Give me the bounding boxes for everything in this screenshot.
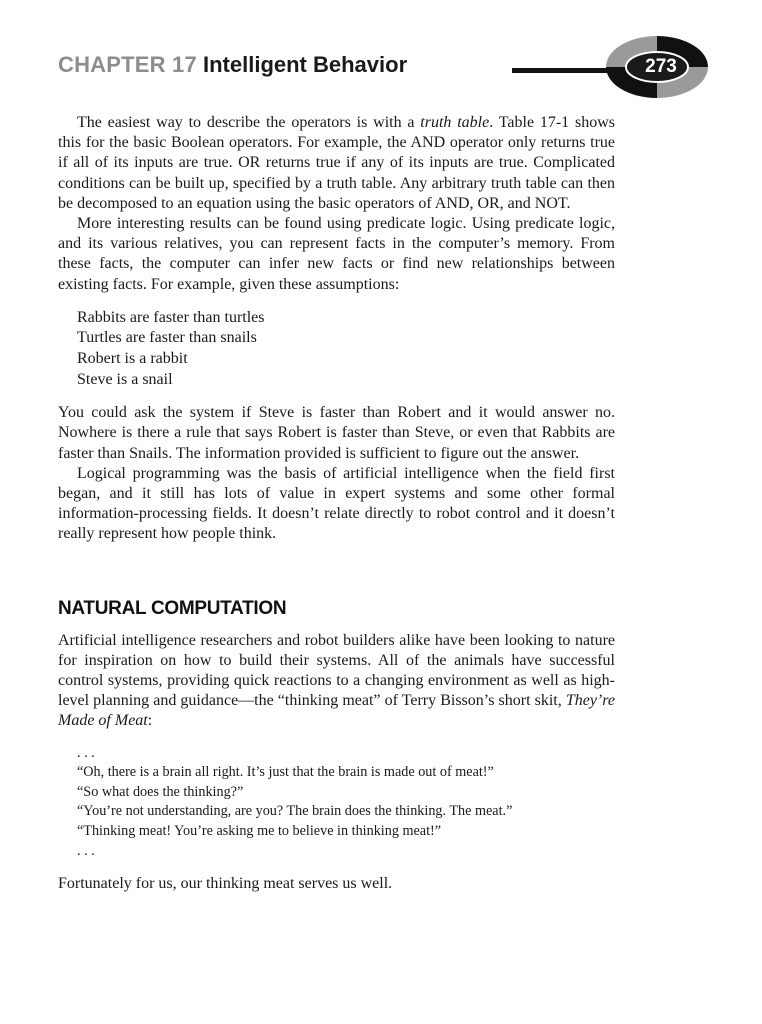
- chapter-label: CHAPTER 17: [58, 52, 197, 77]
- list-item: Steve is a snail: [77, 370, 173, 388]
- page-body: [58, 113, 615, 894]
- section-heading: NATURAL COMPUTATION: [58, 597, 287, 619]
- quote-line: “Oh, there is a brain all right. It’s just that the brain is made out of meat!”: [77, 764, 494, 781]
- page-number: 273: [645, 56, 677, 77]
- meat-quote: [77, 744, 615, 862]
- quote-line: “You’re not understanding, are you? The brain does the thinking. The meat.”: [77, 803, 513, 820]
- paragraph-natural-computation: Artificial intelligence researchers and robot builders alike have been looking to nature for inspiration on how to build their systems. All of the animals have successful control systems, providing quick reactions to a changing environment as well as high-level planning and guidance—the “thinking meat” of Terry Bisson’s short skit, They’re Made of Meat:: [58, 631, 615, 730]
- quote-line: . . .: [77, 744, 95, 761]
- list-item: Robert is a rabbit: [77, 350, 188, 368]
- paragraph-closing: Fortunately for us, our thinking meat serves us well.: [58, 875, 393, 893]
- quote-line: “So what does the thinking?”: [77, 783, 244, 800]
- chapter-title: Intelligent Behavior: [203, 52, 408, 77]
- paragraph-predicate-logic: More interesting results can be found using predicate logic. Using predicate logic, and its various relatives, you can represent facts in the computer’s memory. From these facts, the computer can infer new facts or find new relationships between existing facts. For example, given these assumptions:: [58, 215, 615, 293]
- paragraph-logical-programming: Logical programming was the basis of artificial intelligence when the field first began, and it still has lots of value in expert systems and some other formal information-processing fields. It doesn’t relate directly to robot control and it doesn’t really represent how people think.: [58, 464, 615, 543]
- quote-line: “Thinking meat! You’re asking me to believe in thinking meat!”: [77, 823, 442, 840]
- title-theyre-made-of-meat: They’re Made of Meat: [58, 692, 615, 730]
- list-item: Turtles are faster than snails: [77, 329, 257, 347]
- paragraph-steve-robert: You could ask the system if Steve is faster than Robert and it would answer no. Nowhere is there a rule that says Robert is faster than Steve, or even that Rabbits are faster than Snails. The information provided is sufficient to figure out the answer.: [58, 404, 615, 462]
- assumptions-list: [77, 308, 615, 390]
- paragraph-truth-table: The easiest way to describe the operators is with a truth table. Table 17-1 shows this for the basic Boolean operators. For example, the AND operator only returns true if all of its inputs are true. OR returns true if any of its inputs are true. Complicated conditions can be built up, specified by a truth table. Any arbitrary truth table can then be decomposed to an equation using the basic operators of AND, OR, and NOT.: [58, 114, 615, 212]
- quote-line: . . .: [77, 842, 95, 859]
- term-truth-table: truth table: [420, 114, 490, 131]
- list-item: Rabbits are faster than turtles: [77, 308, 265, 326]
